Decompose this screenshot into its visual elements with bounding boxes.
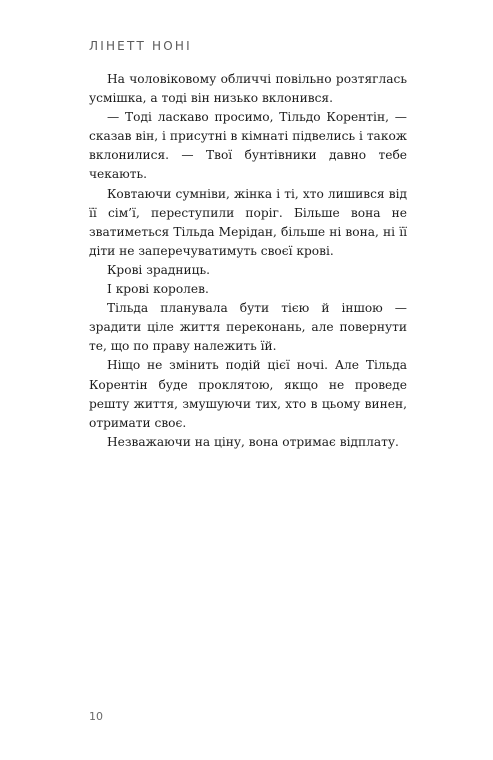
paragraph: Ніщо не змінить подій цієї ночі. Але Тільда Корентін буде проклятою, якщо не проведе решту життя, змушуючи тих, хто в цьому винен, отримати своє. [89, 358, 407, 430]
paragraph: — Тоді ласкаво просимо, Тільдо Корентін, — сказав він, і присутні в кімнаті підвелись і також вклонилися. — Твої бунтівники давно тебе чекають. [89, 110, 407, 182]
paragraph: І крові королев. [107, 282, 209, 297]
page-number: 10 [89, 710, 103, 723]
paragraph: На чоловіковому обличчі повільно розтяглась усмішка, а тоді він низько вклонився. [89, 72, 407, 106]
body-text [89, 70, 407, 452]
running-head-author: ЛІНЕТТ НОНІ [89, 39, 192, 53]
paragraph: Тільда планувала бути тією й іншою — зрадити ціле життя переконань, але повернути те, що по праву належить їй. [89, 301, 407, 354]
paragraph: Крові зрадниць. [107, 262, 211, 277]
paragraph: Ковтаючи сумніви, жінка і ті, хто лишився від її сім’ї, переступили поріг. Більше вона не зватиметься Тільда Мерідан, більше ні вона, ні її діти не заперечуватимуть своєї крові. [89, 186, 407, 258]
paragraph: Незважаючи на ціну, вона отримає відплату. [107, 434, 399, 449]
